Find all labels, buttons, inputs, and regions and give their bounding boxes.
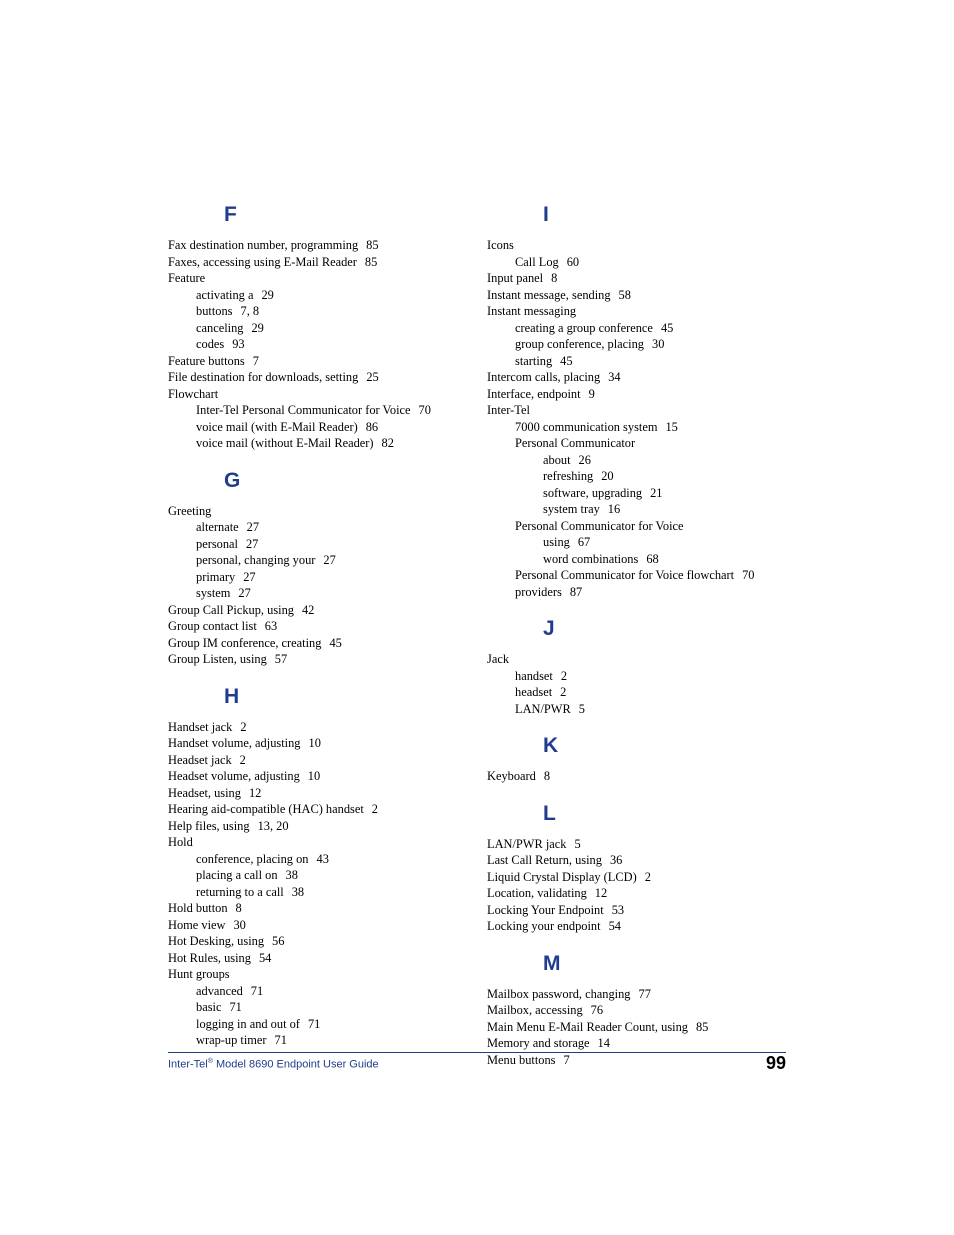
- index-entry: [168, 651, 488, 668]
- entry-page-ref[interactable]: 7: [252, 353, 259, 368]
- entry-page-ref[interactable]: 71: [250, 983, 264, 998]
- entry-term: Mailbox password, changing: [487, 986, 631, 1001]
- index-entry: [487, 402, 807, 419]
- entry-term: Main Menu E-Mail Reader Count, using: [487, 1019, 688, 1034]
- index-entry: [487, 551, 807, 568]
- index-entry: [168, 1016, 488, 1033]
- entry-term: wrap-up timer: [196, 1033, 267, 1047]
- footer-rule: [168, 1052, 786, 1053]
- entry-page-ref[interactable]: 60: [566, 254, 580, 269]
- entry-page-ref[interactable]: 7: [563, 1052, 570, 1067]
- index-entry: [168, 801, 488, 818]
- index-entry: [168, 719, 488, 736]
- entry-term: headset: [515, 685, 553, 699]
- entry-term: Headset, using: [168, 785, 241, 800]
- entry-page-ref[interactable]: 45: [329, 635, 342, 650]
- entry-term: Group contact list: [168, 619, 257, 633]
- page-number: 99: [765, 1053, 786, 1073]
- registered-mark: ®: [207, 1058, 213, 1065]
- entry-term: Flowchart: [168, 386, 219, 401]
- section-letter: G: [224, 468, 241, 492]
- index-entry: [487, 1019, 807, 1036]
- entry-page-ref[interactable]: 82: [381, 436, 394, 450]
- entry-term: group conference, placing: [515, 337, 645, 351]
- entry-term: advanced: [196, 983, 243, 998]
- entry-page-ref[interactable]: 45: [560, 353, 573, 368]
- footer-brand: Inter-Tel: [168, 1058, 208, 1071]
- entry-page-ref[interactable]: 2: [371, 802, 378, 816]
- entry-term: 7000 communication system: [515, 419, 658, 434]
- entry-page-ref[interactable]: 93: [232, 337, 245, 351]
- entry-page-ref[interactable]: 21: [650, 485, 663, 500]
- entry-page-ref[interactable]: 7, 8: [240, 304, 260, 318]
- entry-term: Group Listen, using: [168, 652, 267, 666]
- index-entry: [487, 254, 807, 271]
- entry-term: buttons: [196, 304, 233, 318]
- index-entry: [487, 869, 807, 886]
- entry-page-ref[interactable]: 54: [608, 919, 621, 933]
- index-entry: [168, 900, 488, 917]
- entry-term: Instant messaging: [487, 304, 577, 318]
- entry-page-ref[interactable]: 85: [364, 254, 378, 269]
- entry-term: Personal Communicator for Voice flowchart: [515, 568, 735, 582]
- index-section-h: [168, 682, 488, 1061]
- entry-page-ref[interactable]: 67: [577, 535, 591, 549]
- entry-term: using: [543, 535, 570, 549]
- entry-page-ref[interactable]: 63: [264, 619, 278, 633]
- entry-term: Feature: [168, 271, 206, 285]
- entry-page-ref[interactable]: 10: [307, 769, 321, 783]
- section-gap: [487, 1068, 807, 1080]
- entry-term: alternate: [196, 520, 239, 534]
- index-entry: [168, 287, 488, 304]
- entry-page-ref[interactable]: 70: [742, 568, 755, 582]
- entry-term: Hearing aid-compatible (HAC) handset: [168, 802, 364, 816]
- entry-term: voice mail (without E-Mail Reader): [196, 436, 374, 450]
- entry-term: about: [543, 452, 571, 467]
- index-section-i: [487, 200, 807, 612]
- index-entry: [168, 503, 488, 520]
- entry-page-ref[interactable]: 2: [560, 668, 568, 683]
- entry-term: system: [196, 586, 231, 600]
- entry-term: Interface, endpoint: [487, 386, 581, 401]
- entry-page-ref[interactable]: 30: [652, 337, 665, 351]
- entry-page-ref[interactable]: 27: [245, 536, 259, 551]
- section-gap: [487, 600, 807, 612]
- entry-term: Hot Rules, using: [168, 950, 251, 965]
- entry-page-ref[interactable]: 20: [601, 469, 614, 483]
- index-entry: [168, 519, 488, 536]
- index-entry: [487, 1052, 807, 1069]
- entry-term: placing a call on: [196, 868, 278, 882]
- entry-page-ref[interactable]: 38: [291, 884, 305, 899]
- entry-page-ref[interactable]: 42: [301, 602, 315, 617]
- entry-page-ref[interactable]: 5: [574, 836, 581, 851]
- index-entry: [487, 452, 807, 469]
- entry-page-ref[interactable]: 34: [608, 370, 621, 384]
- entry-page-ref[interactable]: 58: [618, 287, 631, 302]
- entry-page-ref[interactable]: 27: [246, 520, 260, 534]
- index-entry: [487, 567, 807, 584]
- section-gap: [487, 935, 807, 947]
- index-entry: [487, 287, 807, 304]
- entry-page-ref[interactable]: 27: [238, 586, 251, 600]
- section-letter: H: [224, 684, 240, 708]
- index-entry: [168, 867, 488, 884]
- entry-term: personal: [196, 536, 238, 551]
- entry-term: Hold: [168, 835, 193, 849]
- entry-page-ref[interactable]: 10: [308, 736, 321, 750]
- entry-term: starting: [515, 353, 553, 368]
- index-entry: [487, 668, 807, 685]
- entry-page-ref[interactable]: 27: [243, 569, 256, 584]
- index-entry: [487, 353, 807, 370]
- entry-term: Instant message, sending: [487, 287, 611, 302]
- index-section-j: [487, 614, 807, 729]
- entry-term: logging in and out of: [196, 1016, 300, 1031]
- entry-page-ref[interactable]: 70: [418, 403, 431, 417]
- entry-page-ref[interactable]: 12: [594, 886, 608, 900]
- entry-page-ref[interactable]: 12: [248, 785, 262, 800]
- section-letter: K: [543, 734, 559, 757]
- index-entry: [487, 534, 807, 551]
- index-entry: [168, 999, 488, 1016]
- entry-term: Hunt groups: [168, 967, 230, 981]
- entry-term: Group Call Pickup, using: [168, 602, 294, 617]
- entry-term: personal, changing your: [196, 553, 316, 567]
- entry-term: software, upgrading: [543, 485, 643, 500]
- entry-page-ref[interactable]: 14: [597, 1036, 610, 1050]
- index-entry: [487, 419, 807, 436]
- entry-page-ref[interactable]: 8: [551, 271, 558, 285]
- entry-page-ref[interactable]: 56: [272, 934, 285, 948]
- entry-page-ref[interactable]: 8: [543, 769, 551, 783]
- index-entry: [168, 303, 488, 320]
- entry-term: Personal Communicator: [515, 436, 636, 450]
- index-entry: [168, 618, 488, 635]
- entry-term: Handset jack: [168, 719, 233, 734]
- entry-term: Inter-Tel Personal Communicator for Voice: [196, 403, 411, 417]
- section-gap: [487, 717, 807, 729]
- entry-page-ref[interactable]: 16: [607, 502, 621, 516]
- index-entry: [168, 966, 488, 983]
- entry-page-ref[interactable]: 26: [578, 452, 591, 467]
- entry-page-ref[interactable]: 30: [233, 917, 246, 932]
- entry-term: File destination for downloads, setting: [168, 370, 359, 384]
- entry-term: Home view: [168, 917, 226, 932]
- entry-term: Personal Communicator for Voice: [515, 518, 684, 533]
- entry-page-ref[interactable]: 85: [695, 1019, 709, 1034]
- entry-term: word combinations: [543, 551, 639, 566]
- entry-page-ref[interactable]: 54: [258, 950, 272, 965]
- entry-page-ref[interactable]: 2: [560, 685, 567, 699]
- index-entry: [168, 254, 488, 271]
- entry-term: Jack: [487, 652, 510, 666]
- section-gap: [487, 785, 807, 797]
- index-section-f: [168, 200, 488, 464]
- section-letter: L: [543, 801, 556, 825]
- entry-term: basic: [196, 1000, 222, 1014]
- index-entry: [168, 834, 488, 851]
- section-gap: [168, 668, 488, 680]
- entry-term: Faxes, accessing using E-Mail Reader: [168, 254, 357, 269]
- index-entry: [487, 386, 807, 403]
- index-entry: [168, 336, 488, 353]
- entry-term: creating a group conference: [515, 320, 653, 335]
- entry-page-ref[interactable]: 77: [638, 986, 651, 1001]
- entry-term: handset: [515, 668, 553, 683]
- entry-term: Locking Your Endpoint: [487, 902, 604, 917]
- index-entry: [168, 917, 488, 934]
- entry-term: Mailbox, accessing: [487, 1003, 583, 1017]
- entry-term: Headset jack: [168, 752, 232, 767]
- entry-page-ref[interactable]: 15: [665, 419, 678, 434]
- index-entry: [487, 237, 807, 254]
- entry-page-ref[interactable]: 36: [609, 853, 623, 867]
- index-entry: [168, 353, 488, 370]
- entry-page-ref[interactable]: 5: [578, 701, 585, 716]
- section-letter: M: [543, 951, 561, 975]
- index-entry: [487, 1035, 807, 1052]
- entry-page-ref[interactable]: 68: [646, 551, 659, 566]
- index-entry: [487, 902, 807, 919]
- index-entry: [487, 435, 807, 452]
- entry-term: Memory and storage: [487, 1036, 590, 1050]
- index-entry: [487, 852, 807, 869]
- index-entry: [487, 303, 807, 320]
- index-entry: [168, 851, 488, 868]
- index-entry: [168, 768, 488, 785]
- entry-term: refreshing: [543, 469, 594, 483]
- index-entry: [487, 651, 807, 668]
- entry-page-ref[interactable]: 76: [590, 1003, 604, 1017]
- entry-term: providers: [515, 584, 562, 599]
- entry-page-ref[interactable]: 57: [274, 652, 288, 666]
- index-entry: [487, 836, 807, 853]
- entry-page-ref[interactable]: 87: [569, 584, 583, 599]
- index-entry: [487, 584, 807, 601]
- entry-page-ref[interactable]: 29: [251, 320, 264, 335]
- index-entry: [487, 768, 807, 785]
- index-entry: [487, 518, 807, 535]
- entry-page-ref[interactable]: 71: [274, 1033, 287, 1047]
- section-gap: [168, 452, 488, 464]
- entry-term: Fax destination number, programming: [168, 238, 359, 252]
- index-entry: [168, 884, 488, 901]
- footer-title: Model 8690 Endpoint User Guide: [212, 1058, 379, 1071]
- entry-term: Feature buttons: [168, 353, 245, 368]
- entry-page-ref[interactable]: 38: [285, 868, 298, 882]
- entry-term: Locking your endpoint: [487, 919, 601, 933]
- entry-term: Intercom calls, placing: [487, 370, 601, 384]
- entry-term: Headset volume, adjusting: [168, 769, 300, 783]
- index-entry: [168, 933, 488, 950]
- index-entry: [168, 585, 488, 602]
- index-entry: [168, 950, 488, 967]
- index-entry: [487, 320, 807, 337]
- index-entry: [168, 435, 488, 452]
- index-entry: [168, 419, 488, 436]
- index-entry: [487, 986, 807, 1003]
- index-column-left: [168, 200, 488, 1063]
- entry-term: Call Log: [515, 254, 559, 269]
- entry-term: Last Call Return, using: [487, 853, 602, 867]
- entry-page-ref[interactable]: 2: [644, 869, 651, 884]
- entry-term: Help files, using: [168, 818, 250, 833]
- entry-term: system tray: [543, 502, 600, 516]
- index-entry: [487, 1002, 807, 1019]
- entry-term: canceling: [196, 320, 244, 335]
- index-entry: [168, 369, 488, 386]
- index-entry: [487, 885, 807, 902]
- entry-term: Menu buttons: [487, 1052, 556, 1067]
- footer-guide-title: [168, 1058, 379, 1071]
- index-entry: [168, 635, 488, 652]
- entry-page-ref[interactable]: 29: [261, 287, 274, 302]
- entry-page-ref[interactable]: 2: [239, 752, 246, 767]
- entry-page-ref[interactable]: 71: [229, 1000, 242, 1014]
- index-section-g: [168, 466, 488, 680]
- entry-page-ref[interactable]: 43: [316, 851, 329, 866]
- section-letter: F: [224, 203, 237, 226]
- index-column-right: [487, 200, 807, 1082]
- entry-term: Hold button: [168, 901, 228, 915]
- entry-term: returning to a call: [196, 884, 284, 899]
- entry-page-ref[interactable]: 86: [365, 419, 379, 434]
- entry-term: Handset volume, adjusting: [168, 736, 301, 750]
- index-entry: [168, 386, 488, 403]
- index-entry: [168, 983, 488, 1000]
- index-entry: [168, 270, 488, 287]
- entry-page-ref[interactable]: 85: [366, 238, 379, 252]
- entry-term: Input panel: [487, 271, 544, 285]
- index-entry: [487, 485, 807, 502]
- index-entry: [168, 752, 488, 769]
- entry-page-ref[interactable]: 9: [588, 386, 595, 401]
- index-entry: [487, 369, 807, 386]
- index-entry: [168, 320, 488, 337]
- index-entry: [168, 237, 488, 254]
- index-entry: [487, 336, 807, 353]
- entry-page-ref[interactable]: 53: [611, 902, 625, 917]
- index-section-l: [487, 799, 807, 947]
- entry-term: activating a: [196, 287, 254, 302]
- index-entry: [168, 818, 488, 835]
- section-letter: I: [543, 203, 549, 226]
- index-section-k: [487, 731, 807, 797]
- entry-term: primary: [196, 569, 236, 584]
- entry-term: Greeting: [168, 503, 212, 518]
- entry-term: LAN/PWR: [515, 701, 571, 716]
- index-entry: [487, 918, 807, 935]
- entry-term: Inter-Tel: [487, 403, 530, 417]
- entry-page-ref[interactable]: 13, 20: [257, 818, 289, 833]
- index-entry: [168, 735, 488, 752]
- index-entry: [168, 569, 488, 586]
- entry-term: Group IM conference, creating: [168, 635, 322, 650]
- entry-term: Liquid Crystal Display (LCD): [487, 869, 637, 884]
- entry-term: voice mail (with E-Mail Reader): [196, 419, 358, 434]
- index-entry: [487, 684, 807, 701]
- index-entry: [487, 501, 807, 518]
- entry-page-ref[interactable]: 45: [660, 320, 674, 335]
- entry-page-ref[interactable]: 25: [366, 370, 379, 384]
- entry-term: Icons: [487, 238, 514, 252]
- index-entry: [487, 270, 807, 287]
- index-entry: [168, 552, 488, 569]
- entry-page-ref[interactable]: 71: [307, 1016, 321, 1031]
- index-entry: [168, 785, 488, 802]
- index-section-m: [487, 949, 807, 1081]
- entry-term: Keyboard: [487, 769, 536, 783]
- entry-term: Hot Desking, using: [168, 934, 265, 948]
- entry-page-ref[interactable]: 8: [235, 901, 242, 915]
- entry-page-ref[interactable]: 27: [323, 553, 336, 567]
- entry-term: Location, validating: [487, 886, 587, 900]
- entry-term: codes: [196, 337, 225, 351]
- entry-term: LAN/PWR jack: [487, 836, 567, 851]
- index-entry: [487, 701, 807, 718]
- entry-page-ref[interactable]: 2: [240, 719, 247, 734]
- index-entry: [168, 402, 488, 419]
- entry-term: conference, placing on: [196, 851, 309, 866]
- section-letter: J: [543, 617, 555, 640]
- index-entry: [168, 1032, 488, 1049]
- index-entry: [487, 468, 807, 485]
- index-entry: [168, 536, 488, 553]
- index-entry: [168, 602, 488, 619]
